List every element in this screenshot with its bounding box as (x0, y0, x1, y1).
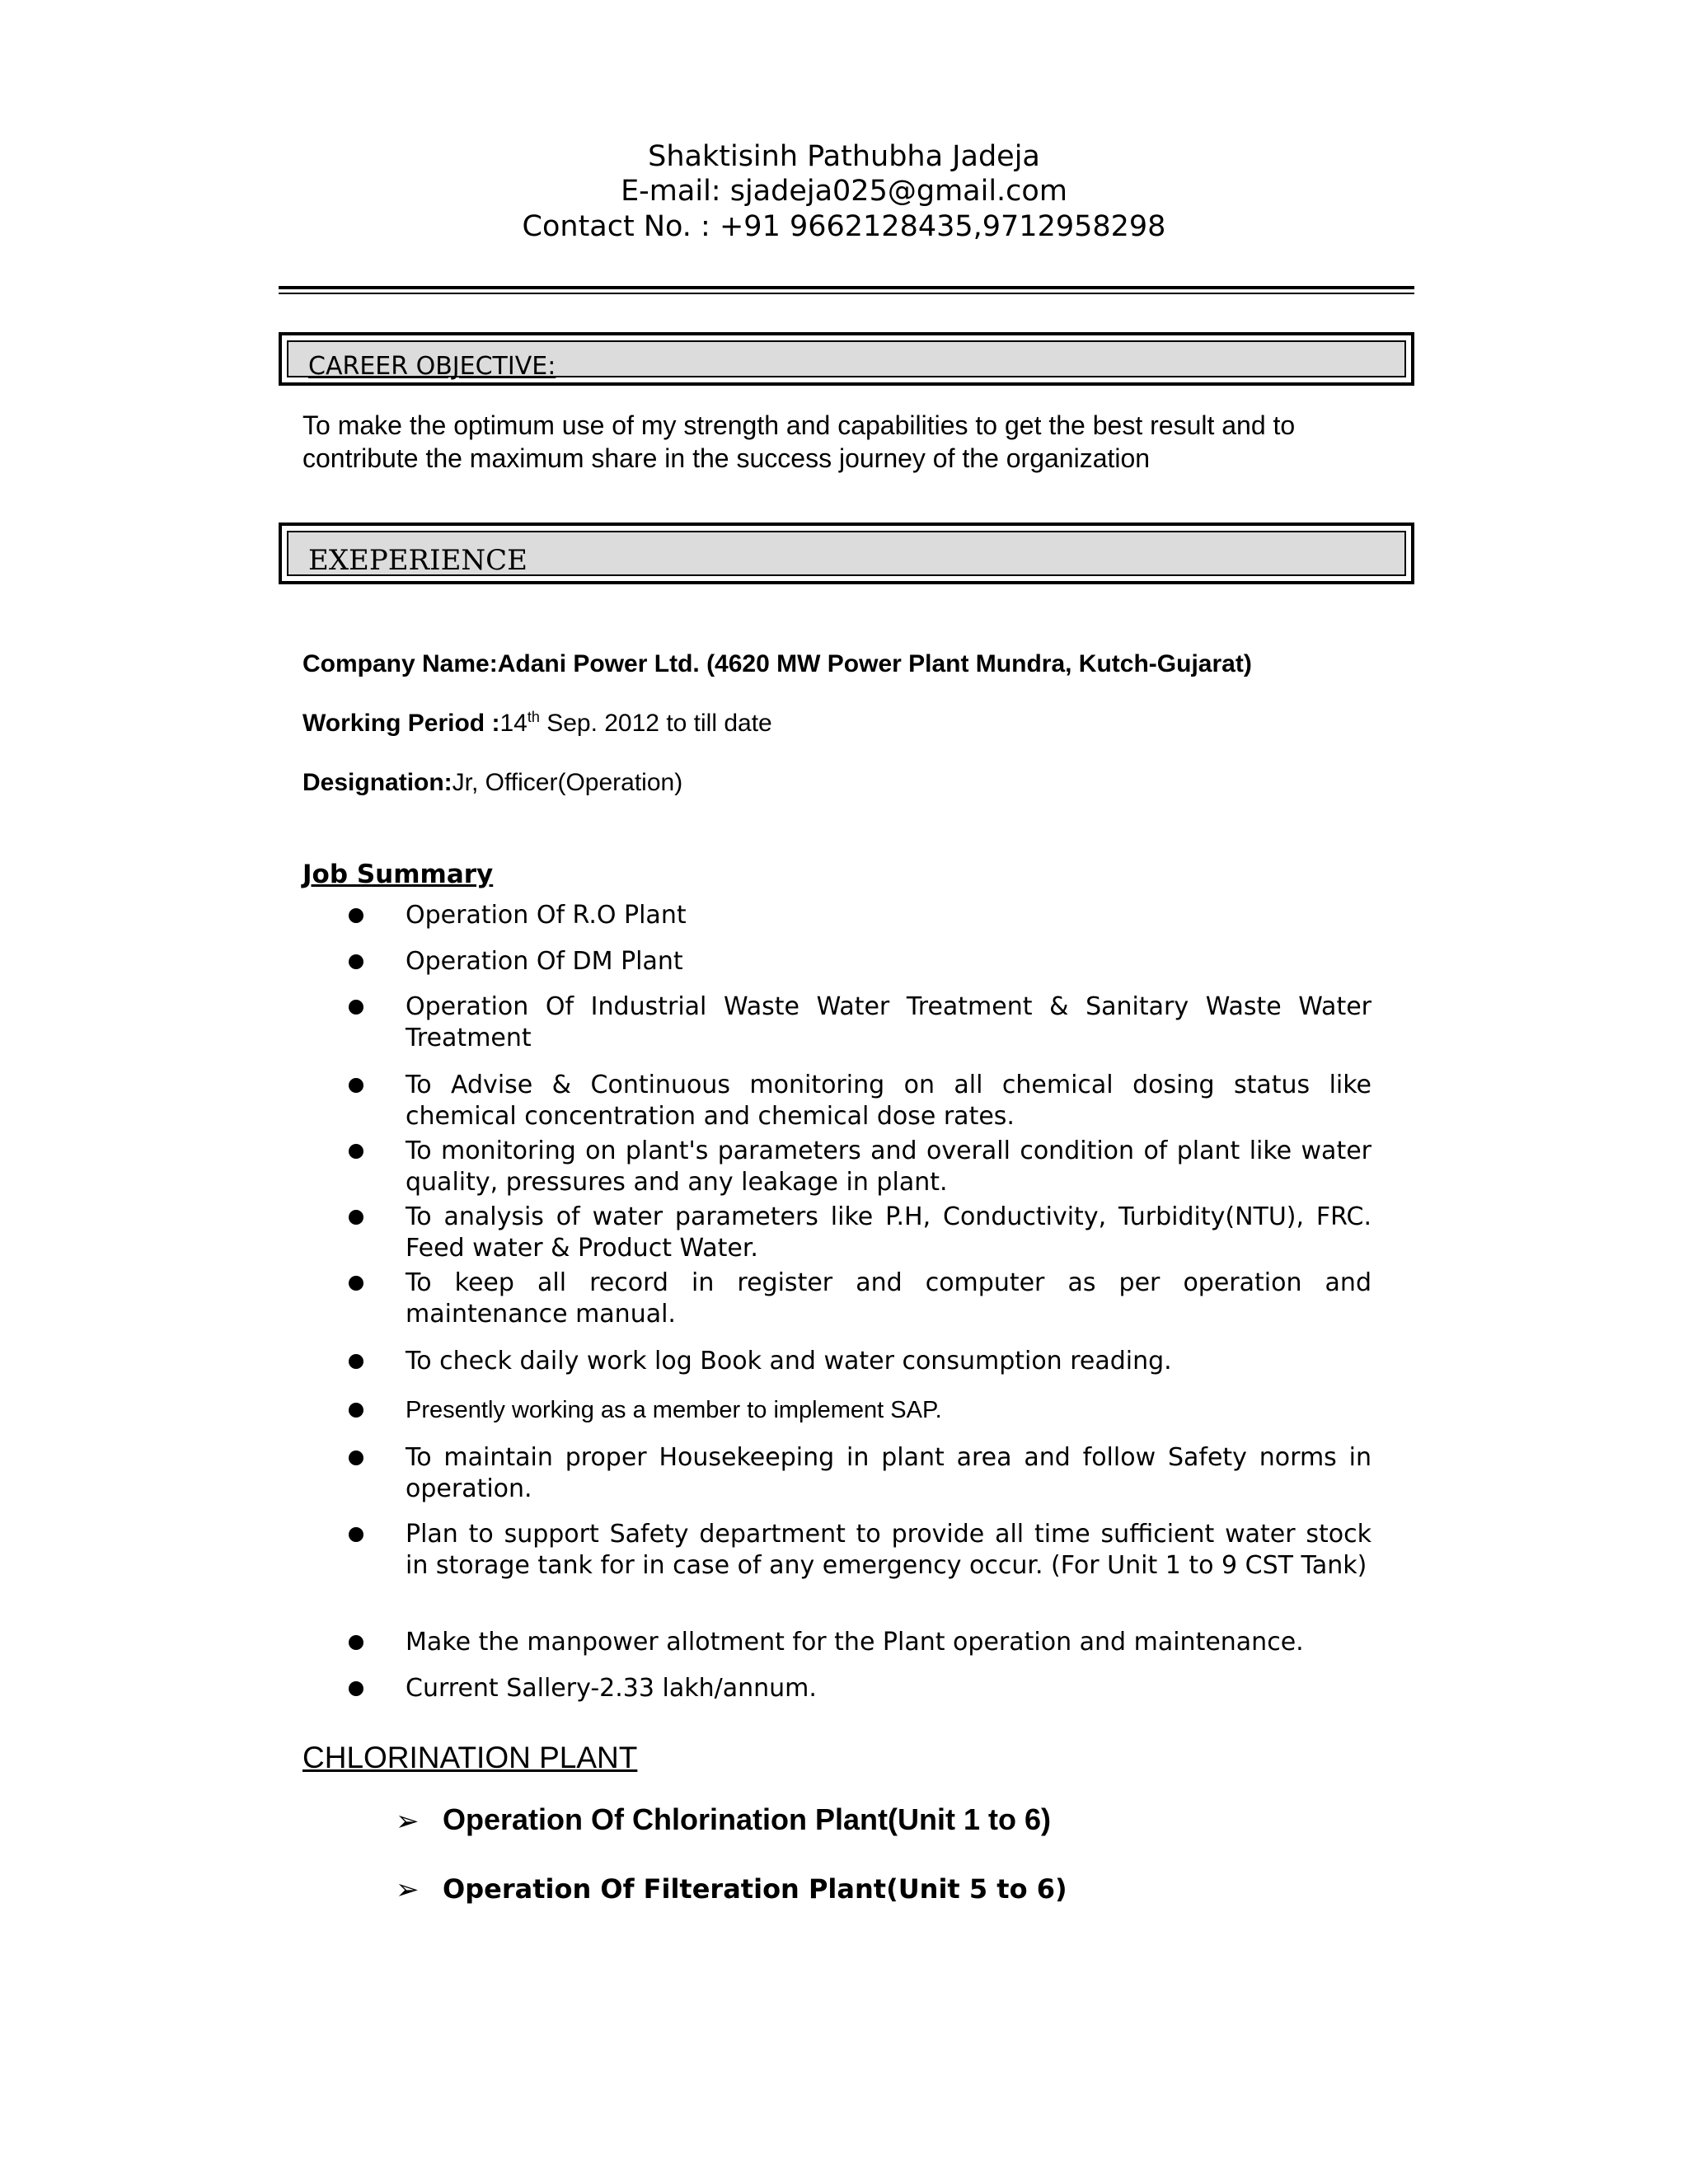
company-value: Adani Power Ltd. (4620 MW Power Plant Mundra, Kutch-Gujarat) (497, 650, 1252, 677)
working-period-day: 14 (499, 710, 528, 737)
bullet-icon (349, 908, 363, 923)
company-line (302, 650, 1252, 678)
bullet-icon (349, 1354, 363, 1369)
header-divider-thick (279, 286, 1414, 289)
list-item: To analysis of water parameters like P.H, Conductivity, Turbidity(NTU), FRC. Feed water & Product Water. (406, 1202, 1372, 1263)
chlorination-plant-title: CHLORINATION PLANT (302, 1741, 638, 1774)
list-item: Current Sallery-2.33 lakh/annum. (406, 1674, 817, 1703)
experience-header (279, 523, 1414, 584)
list-item: Make the manpower allotment for the Plant operation and maintenance. (406, 1628, 1304, 1657)
working-period-rest: Sep. 2012 to till date (539, 710, 772, 737)
designation-label: Designation: (302, 769, 452, 796)
career-objective-title: CAREER OBJECTIVE: (308, 352, 556, 381)
list-item: Plan to support Safety department to provide all time sufficient water stock in storage tank for in case of any emergency occur. (For Unit 1 to 9 CST Tank) (406, 1520, 1372, 1580)
bullet-icon (349, 1681, 363, 1696)
list-item: To check daily work log Book and water consumption reading. (406, 1347, 1172, 1376)
contact-line: Contact No. : +91 9662128435,9712958298 (522, 210, 1166, 243)
email-line: E-mail: sjadeja025@gmail.com (621, 175, 1067, 208)
working-period-label: Working Period : (302, 710, 500, 737)
bullet-icon (349, 954, 363, 969)
company-label: Company Name: (302, 650, 498, 677)
working-period-line (302, 709, 772, 738)
bullet-icon (349, 1000, 363, 1015)
arrow-bullet-icon: ➢ (396, 1873, 420, 1906)
bullet-icon (349, 1451, 363, 1465)
bullet-icon (349, 1210, 363, 1225)
designation-value: Jr, Officer(Operation) (452, 769, 683, 796)
career-objective-text: To make the optimum use of my strength and capabilities to get the best result and to contribute the maximum share in the success journey of the organization (302, 410, 1296, 473)
bullet-icon (349, 1276, 363, 1291)
career-objective-header (279, 332, 1414, 386)
list-item: To maintain proper Housekeeping in plant area and follow Safety norms in operation. (406, 1443, 1372, 1503)
list-item: To Advise & Continuous monitoring on all chemical dosing status like chemical concentration and chemical dose rates. (406, 1071, 1372, 1131)
working-period-suffix: th (527, 709, 540, 725)
list-item: To keep all record in register and computer as per operation and maintenance manual. (406, 1268, 1372, 1329)
candidate-name: Shaktisinh Pathubha Jadeja (648, 140, 1040, 173)
list-item: Presently working as a member to implement SAP. (406, 1397, 942, 1423)
list-item: Operation Of Chlorination Plant(Unit 1 to 6) (443, 1802, 1051, 1836)
bullet-icon (349, 1144, 363, 1159)
list-item: Operation Of DM Plant (406, 947, 683, 976)
list-item: Operation Of Filteration Plant(Unit 5 to 6) (443, 1873, 1067, 1905)
arrow-bullet-icon: ➢ (396, 1805, 420, 1838)
bullet-icon (349, 1527, 363, 1542)
bullet-icon (349, 1078, 363, 1093)
list-item: Operation Of Industrial Waste Water Treatment & Sanitary Waste Water Treatment (406, 992, 1372, 1052)
job-summary-title: Job Summary (302, 860, 494, 889)
list-item: To monitoring on plant's parameters and overall condition of plant like water quality, pressures and any leakage in plant. (406, 1137, 1372, 1197)
experience-title: EXEPERIENCE (308, 544, 528, 577)
designation-line (302, 769, 682, 797)
list-item: Operation Of R.O Plant (406, 901, 687, 930)
bullet-icon (349, 1635, 363, 1650)
header-divider-thin (279, 293, 1414, 294)
bullet-icon (349, 1403, 363, 1418)
